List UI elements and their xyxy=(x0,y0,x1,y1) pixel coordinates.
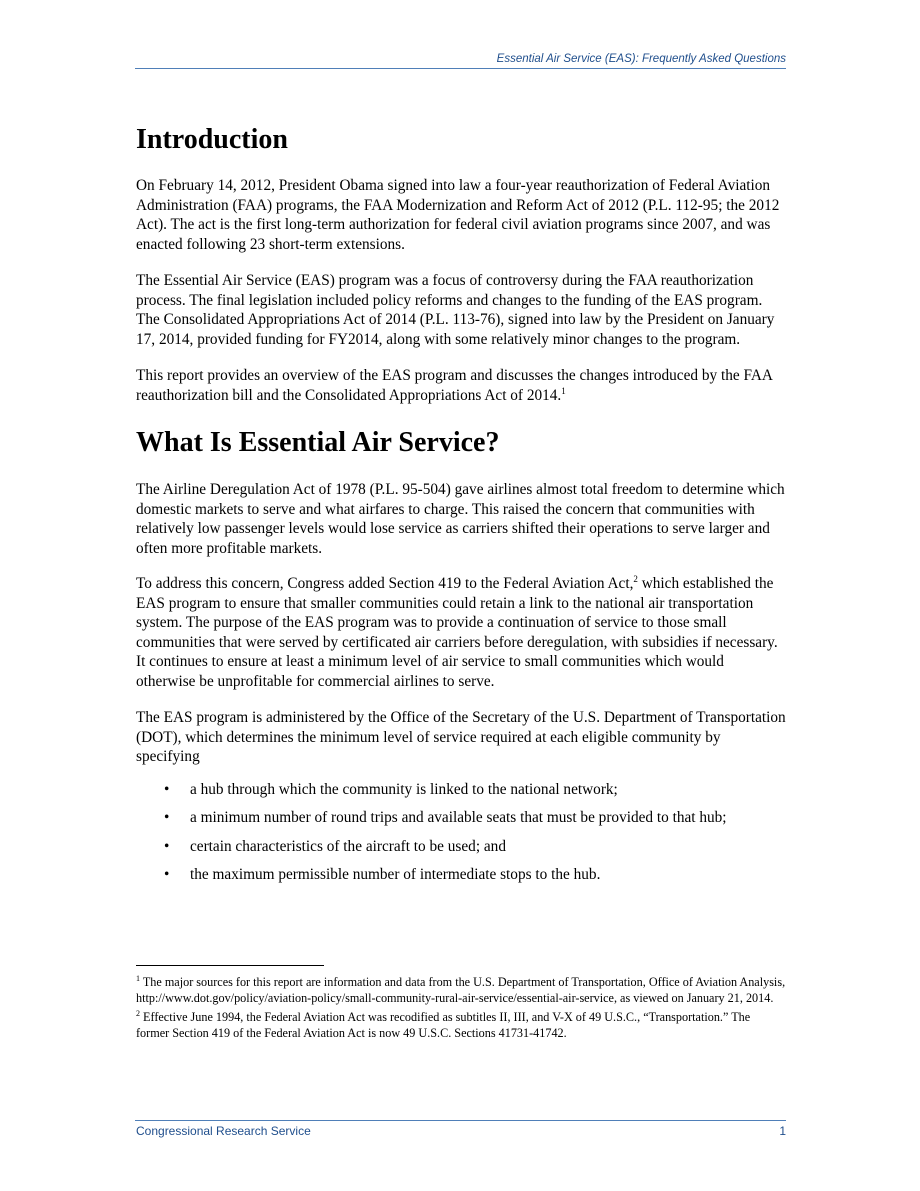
footnote-2 xyxy=(136,1010,786,1041)
paragraph xyxy=(136,366,786,405)
bullet-icon: • xyxy=(164,837,170,855)
paragraph-text: which established the EAS program to ensure that smaller communities could retain a link to the national air transportation system. The purpose of the EAS program was to provide a continuation of service to those small communities that were served by certificated air carriers before deregulation, with subsidies if necessary. It continues to ensure at least a minimum level of air service to small communities which would otherwise be unprofitable for commercial airlines to serve. xyxy=(136,575,778,690)
section-heading-introduction: Introduction xyxy=(136,124,288,155)
running-header: Essential Air Service (EAS): Frequently Asked Questions xyxy=(496,53,786,65)
list-item xyxy=(136,780,786,800)
bullet-icon: • xyxy=(164,780,170,798)
footnote-number: 2 xyxy=(136,1008,140,1018)
paragraph: The Essential Air Service (EAS) program was a focus of controversy during the FAA reauthorization process. The final legislation included policy reforms and changes to the funding of the EAS program. The Consolidated Appropriations Act of 2014 (P.L. 113-76), signed into law by the President on January 17, 2014, provided funding for FY2014, along with some relatively minor changes to the program. xyxy=(136,272,775,348)
header-rule xyxy=(135,68,786,69)
paragraph-text: To address this concern, Congress added Section 419 to the Federal Aviation Act, xyxy=(136,575,634,592)
footnote-1 xyxy=(136,975,786,1006)
footnotes xyxy=(136,975,786,1045)
section-heading-what-is-eas: What Is Essential Air Service? xyxy=(136,427,500,458)
paragraph: On February 14, 2012, President Obama signed into law a four-year reauthorization of Federal Aviation Administration (FAA) programs, the FAA Modernization and Reform Act of 2012 (P.L. 112-95; the 2012 Act). The act is the first long-term authorization for federal civil aviation programs since 2007, and was enacted following 23 short-term extensions. xyxy=(136,177,780,253)
list-item-text: the maximum permissible number of intermediate stops to the hub. xyxy=(190,866,601,883)
page-number: 1 xyxy=(779,1124,786,1138)
list-item-text: certain characteristics of the aircraft to be used; and xyxy=(190,837,506,855)
bullet-icon: • xyxy=(164,809,170,826)
list-item xyxy=(136,865,786,885)
footer-rule xyxy=(135,1120,786,1121)
footnote-number: 1 xyxy=(136,973,140,983)
footnote-rule xyxy=(136,965,324,966)
bullet-icon: • xyxy=(164,866,170,883)
footnote-text: The major sources for this report are information and data from the U.S. Department of Transportation, Office of Aviation Analysis, http://www.dot.gov/policy/aviation-policy/small-community-rural-air-service/essential-air-service, as viewed on January 21, 2014. xyxy=(136,975,786,1005)
list-item xyxy=(136,837,786,857)
paragraph: The EAS program is administered by the Office of the Secretary of the U.S. Department of Transportation (DOT), which determines the minimum level of service required at each eligible community by specifying xyxy=(136,709,786,765)
footnote-text: Effective June 1994, the Federal Aviation Act was recodified as subtitles II, III, and V-X of 49 U.S.C., “Transportation.” The former Section 419 of the Federal Aviation Act is now 49 U.S.C. Sections 41731-41742. xyxy=(136,1010,751,1040)
paragraph: The Airline Deregulation Act of 1978 (P.L. 95-504) gave airlines almost total freedom to determine which domestic markets to serve and what airfares to charge. This raised the concern that communities with relatively low passenger levels would lose service as carriers shifted their operations to serve larger and often more profitable markets. xyxy=(136,481,785,557)
list-item xyxy=(136,808,786,828)
bullet-list xyxy=(136,780,786,885)
footnote-ref[interactable]: 2 xyxy=(633,573,638,584)
list-item-text: a hub through which the community is linked to the national network; xyxy=(190,780,618,798)
paragraph-text: This report provides an overview of the EAS program and discusses the changes introduced by the FAA reauthorization bill and the Consolidated Appropriations Act of 2014. xyxy=(136,367,773,404)
footer-publisher: Congressional Research Service xyxy=(136,1124,311,1138)
page-body xyxy=(136,120,786,894)
footnote-ref[interactable]: 1 xyxy=(561,385,566,396)
paragraph xyxy=(136,574,786,691)
list-item-text: a minimum number of round trips and available seats that must be provided to that hub; xyxy=(190,809,727,826)
